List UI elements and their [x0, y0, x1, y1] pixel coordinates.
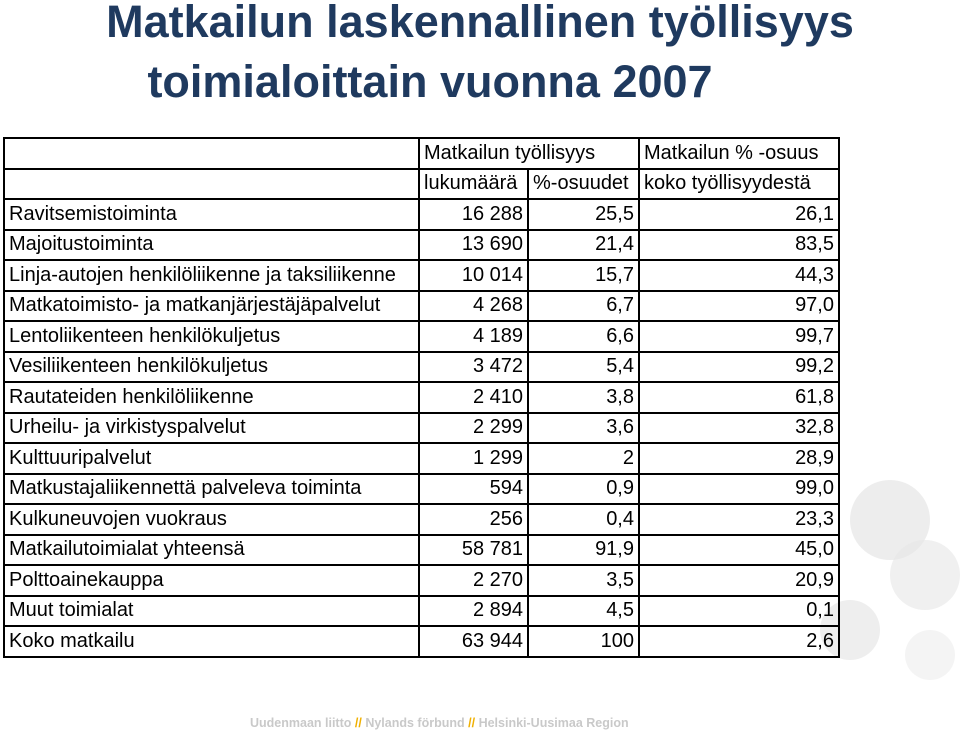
employment-table [3, 137, 840, 658]
header-tourism-employment: Matkailun työllisyys [419, 138, 639, 169]
row-label: Linja-autojen henkilöliikenne ja taksiliikenne [4, 260, 419, 291]
header-tourism-share: Matkailun % -osuus [639, 138, 839, 169]
row-count: 594 [419, 474, 528, 505]
table-row [4, 504, 839, 535]
row-share-of-total: 26,1 [639, 199, 839, 230]
table-row [4, 352, 839, 383]
row-percent-share: 0,9 [528, 474, 639, 505]
row-share-of-total: 99,7 [639, 321, 839, 352]
table-row [4, 321, 839, 352]
row-label: Urheilu- ja virkistyspalvelut [4, 413, 419, 444]
row-share-of-total: 83,5 [639, 230, 839, 261]
row-share-of-total: 97,0 [639, 291, 839, 322]
header-row-2 [4, 169, 839, 200]
row-label: Rautateiden henkilöliikenne [4, 382, 419, 413]
row-label: Vesiliikenteen henkilökuljetus [4, 352, 419, 383]
row-share-of-total: 32,8 [639, 413, 839, 444]
row-label: Kulttuuripalvelut [4, 443, 419, 474]
footer-org-en: Helsinki-Uusimaa Region [478, 716, 629, 730]
row-share-of-total: 61,8 [639, 382, 839, 413]
header-of-total-employment: koko työllisyydestä [639, 169, 839, 200]
row-label: Matkustajaliikennettä palveleva toiminta [4, 474, 419, 505]
table-row [4, 443, 839, 474]
table-row [4, 382, 839, 413]
table-row [4, 626, 839, 657]
row-count: 4 268 [419, 291, 528, 322]
table-row [4, 474, 839, 505]
row-share-of-total: 20,9 [639, 565, 839, 596]
row-share-of-total: 28,9 [639, 443, 839, 474]
row-count: 63 944 [419, 626, 528, 657]
row-count: 2 894 [419, 596, 528, 627]
table-row [4, 291, 839, 322]
row-label: Muut toimialat [4, 596, 419, 627]
header-percent-share: %-osuudet [528, 169, 639, 200]
row-label: Kulkuneuvojen vuokraus [4, 504, 419, 535]
table-row [4, 565, 839, 596]
footer-org-fi: Uudenmaan liitto [250, 716, 352, 730]
row-label: Koko matkailu [4, 626, 419, 657]
table-row [4, 535, 839, 566]
row-percent-share: 6,6 [528, 321, 639, 352]
row-count: 1 299 [419, 443, 528, 474]
row-share-of-total: 23,3 [639, 504, 839, 535]
footer-org-sv: Nylands förbund [365, 716, 465, 730]
row-percent-share: 91,9 [528, 535, 639, 566]
row-share-of-total: 0,1 [639, 596, 839, 627]
row-count: 3 472 [419, 352, 528, 383]
row-count: 10 014 [419, 260, 528, 291]
table-row [4, 230, 839, 261]
row-count: 58 781 [419, 535, 528, 566]
row-share-of-total: 44,3 [639, 260, 839, 291]
header-row-1 [4, 138, 839, 169]
table-row [4, 199, 839, 230]
row-percent-share: 3,8 [528, 382, 639, 413]
decorative-circle [905, 630, 955, 680]
row-share-of-total: 2,6 [639, 626, 839, 657]
row-label: Matkailutoimialat yhteensä [4, 535, 419, 566]
row-percent-share: 5,4 [528, 352, 639, 383]
footer [250, 716, 629, 730]
row-percent-share: 6,7 [528, 291, 639, 322]
row-count: 13 690 [419, 230, 528, 261]
row-share-of-total: 99,0 [639, 474, 839, 505]
row-percent-share: 2 [528, 443, 639, 474]
row-count: 2 410 [419, 382, 528, 413]
footer-separator: // [354, 716, 362, 730]
header-count: lukumäärä [419, 169, 528, 200]
title-line-1: Matkailun laskennallinen työllisyys [106, 0, 854, 47]
row-percent-share: 3,5 [528, 565, 639, 596]
row-count: 4 189 [419, 321, 528, 352]
row-label: Polttoainekauppa [4, 565, 419, 596]
row-share-of-total: 45,0 [639, 535, 839, 566]
table-body [4, 138, 839, 657]
table-row [4, 413, 839, 444]
row-count: 16 288 [419, 199, 528, 230]
row-percent-share: 100 [528, 626, 639, 657]
table-row [4, 260, 839, 291]
row-label: Ravitsemistoiminta [4, 199, 419, 230]
row-percent-share: 15,7 [528, 260, 639, 291]
decorative-circle [890, 540, 960, 610]
row-percent-share: 4,5 [528, 596, 639, 627]
row-count: 2 299 [419, 413, 528, 444]
row-label: Matkatoimisto- ja matkanjärjestäjäpalvelut [4, 291, 419, 322]
row-percent-share: 0,4 [528, 504, 639, 535]
row-share-of-total: 99,2 [639, 352, 839, 383]
row-label: Majoitustoiminta [4, 230, 419, 261]
title-line-2: toimialoittain vuonna 2007 [147, 56, 713, 107]
row-percent-share: 3,6 [528, 413, 639, 444]
header-empty-cell [4, 138, 419, 169]
row-label: Lentoliikenteen henkilökuljetus [4, 321, 419, 352]
footer-separator: // [468, 716, 476, 730]
row-count: 256 [419, 504, 528, 535]
row-count: 2 270 [419, 565, 528, 596]
row-percent-share: 25,5 [528, 199, 639, 230]
row-percent-share: 21,4 [528, 230, 639, 261]
header-empty-cell [4, 169, 419, 200]
table-row [4, 596, 839, 627]
